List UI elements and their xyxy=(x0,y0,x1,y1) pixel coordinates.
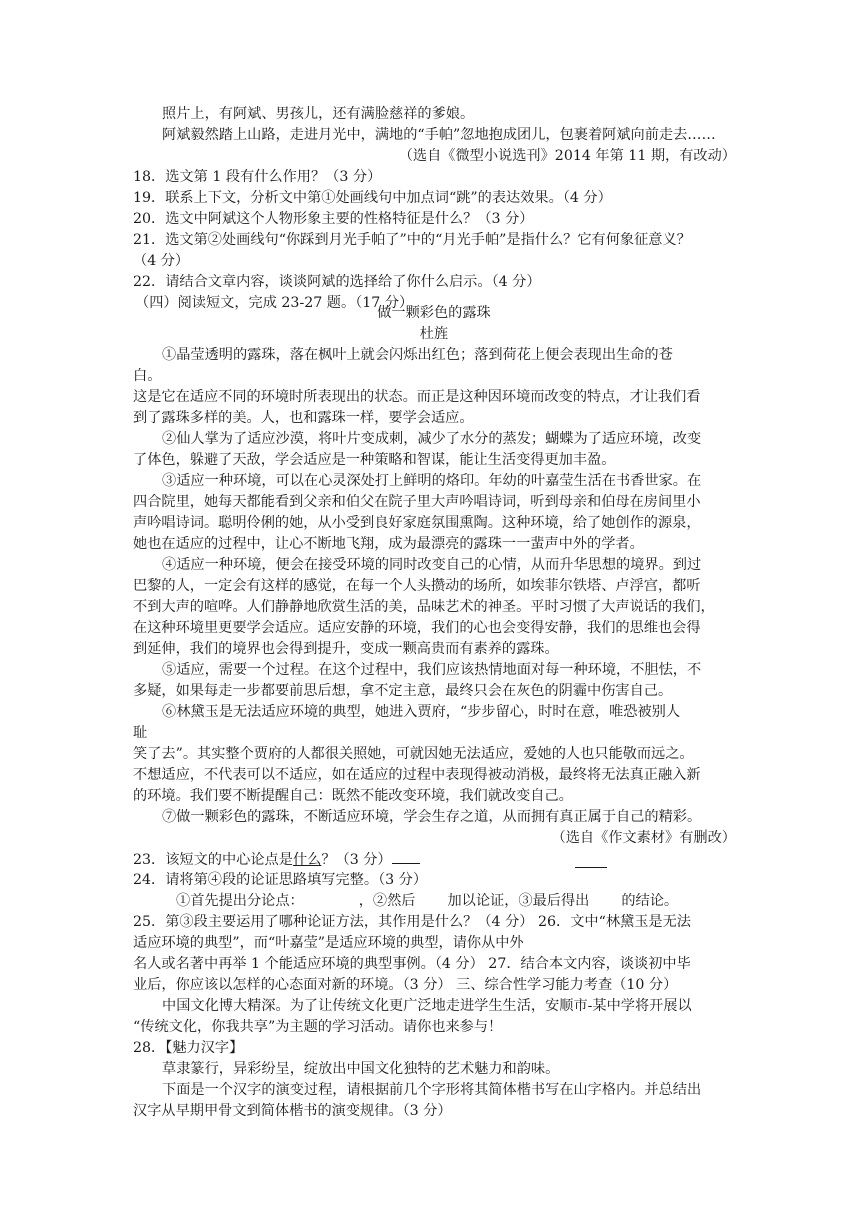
question-19: 19．联系上下文，分析文中第①处画线句中加点词“跳”的表达效果。（4 分） xyxy=(133,190,612,206)
essay-paragraph-line: ②仙人掌为了适应沙漠，将叶片变成刺，减少了水分的蒸发；蝴蝶为了适应环境，改变 xyxy=(162,431,702,447)
essay-paragraph-line: ⑥林黛玉是无法适应环境的典型，她进入贾府，“步步留心，时时在意，唯恐被别人 xyxy=(162,704,681,720)
story-line: 阿斌毅然踏上山路，走进月光中，满地的“手帕”忽地抱成团儿，包裹着阿斌向前走去…… xyxy=(162,127,716,143)
section3-intro: 中国文化博大精深。为了让传统文化更广泛地走进学生生活，安顺市-某中学将开展以 xyxy=(162,998,692,1014)
essay-paragraph-line: ④适应一种环境，便会在接受环境的同时改变自己的心情，从而升华思想的境界。到过 xyxy=(162,557,702,573)
essay-paragraph-line: ①晶莹透明的露珠，落在枫叶上就会闪烁出红色；落到荷花上便会表现出生命的苍 xyxy=(162,347,673,363)
essay-paragraph-line: 白。 xyxy=(133,368,162,384)
question-27-section3: 业后，你应该以怎样的心态面对新的环境。（3 分） 三、综合性学习能力考查（10 分） xyxy=(133,977,678,993)
essay-paragraph-line: 这是它在适应不同的环境时所表现出的状态。而正是这种因环境而改变的特点，才让我们看 xyxy=(133,389,701,405)
essay-paragraph-line: ③适应一种环境，可以在心灵深处打上鲜明的烙印。年幼的叶嘉莹生活在书香世家。在 xyxy=(162,473,702,489)
fill-part: 加以论证，③最后得出 xyxy=(447,893,590,909)
question-28-text: 草隶篆行，异彩纷呈，绽放出中国文化独特的艺术魅力和韵味。 xyxy=(162,1061,560,1077)
essay-paragraph-line: 多疑，如果每走一步都要前思后想，拿不定主意，最终只会在灰色的阴霾中伤害自己。 xyxy=(133,683,673,699)
essay-paragraph-line: 巴黎的人，一定会有这样的感觉，在每一个人头攒动的场所，如埃菲尔铁塔、卢浮宫，都听 xyxy=(133,578,701,594)
essay-paragraph-line: 到了露珠多样的美。人，也和露珠一样，要学会适应。 xyxy=(133,410,474,426)
essay-author: 杜旌 xyxy=(419,326,449,342)
question-23-underlined: 什么 xyxy=(292,852,322,868)
question-28-text: 下面是一个汉字的演变过程，请根据前几个字形将其简体楷书写在山字格内。并总结出 xyxy=(162,1082,702,1098)
essay-paragraph-line: 四合院里，她每天都能看到父亲和伯父在院子里大声吟唱诗词，听到母亲和伯母在房间里小 xyxy=(133,494,701,510)
essay-source: （选自《作文素材》有删改） xyxy=(551,830,736,846)
essay-paragraph-line: 不到大声的喧哗。人们静静地欣赏生活的美，品味艺术的神圣。平时习惯了大声说话的我们， xyxy=(133,599,715,615)
essay-paragraph-line: 到延伸，我们的境界也会得到提升，变成一颗高贵而有素养的露珠。 xyxy=(133,641,559,657)
essay-paragraph-line: 笑了去”。其实整个贾府的人都很关照她，可就因她无法适应，爱她的人也只能敬而远之。 xyxy=(133,746,694,762)
question-28-text: 汉字从早期甲骨文到简体楷书的演变规律。（3 分） xyxy=(133,1103,452,1119)
essay-paragraph-line: 声吟唱诗词。聪明伶俐的她，从小受到良好家庭氛围熏陶。这种环境，给了她创作的源泉， xyxy=(133,515,701,531)
question-23 xyxy=(133,849,420,870)
question-24: 24．请将第④段的论证思路填写完整。（3 分） xyxy=(133,872,428,888)
section-heading: （四）阅读短文，完成 23-27 题。（17 分） xyxy=(135,295,414,311)
section3-intro: “传统文化，你我共享”为主题的学习活动。请你也来参与！ xyxy=(133,1019,503,1035)
story-line: 照片上，有阿斌、男孩儿，还有满脸慈祥的爹娘。 xyxy=(162,106,475,122)
answer-blank[interactable] xyxy=(575,853,607,868)
question-20: 20．选文中阿斌这个人物形象主要的性格特征是什么？（3 分） xyxy=(133,211,534,227)
essay-paragraph-line: 在这种环境里更要学会适应。适应安静的环境，我们的心也会变得安静，我们的思维也会得 xyxy=(133,620,701,636)
question-23-score: ？（3 分） xyxy=(321,852,392,868)
question-18: 18．选文第 1 段有什么作用？（3 分） xyxy=(133,169,382,185)
essay-paragraph-line: 耻 xyxy=(133,725,148,741)
question-23-text: 23．该短文的中心论点是 xyxy=(133,852,293,868)
question-21-score: （4 分） xyxy=(133,253,190,269)
essay-paragraph-line: ⑤适应，需要一个过程。在这个过程中，我们应该热情地面对每一种环境，不胆怯，不 xyxy=(162,662,702,678)
fill-part: 的结论。 xyxy=(621,893,679,909)
question-22: 22．请结合文章内容，谈谈阿斌的选择给了你什么启示。（4 分） xyxy=(133,274,541,290)
essay-paragraph-line: ⑦做一颗彩色的露珠，不断适应环境，学会生存之道，从而拥有真正属于自己的精彩。 xyxy=(162,809,702,825)
essay-paragraph-line: 她也在适应的过程中，让心不断地飞翔，成为最漂亮的露珠一一蜚声中外的学者。 xyxy=(133,536,644,552)
essay-paragraph-line: 了体色，躲避了天敌，学会适应是一种策略和智谋，能让生活变得更加丰盈。 xyxy=(133,452,616,468)
question-25-26: 25．第③段主要运用了哪种论证方法，其作用是什么？（4 分） 26．文中“林黛玉是无法 xyxy=(133,914,691,930)
question-28: 28．【魅力汉字】 xyxy=(133,1040,244,1056)
answer-blank[interactable] xyxy=(392,849,420,864)
essay-paragraph-line: 不想适应，不代表可以不适应，如在适应的过程中表现得被动消极，最终将无法真正融入新 xyxy=(133,767,701,783)
fill-part: ，②然后 xyxy=(358,893,416,909)
fill-part: ①首先提出分论点： xyxy=(176,893,304,909)
essay-title: 做一颗彩色的露珠 xyxy=(377,305,491,321)
question-24-fill xyxy=(176,891,678,911)
question-26-27: 名人或名著中再举 1 个能适应环境的典型事例。（4 分） 27．结合本文内容，谈谈初中毕 xyxy=(133,956,691,972)
essay-paragraph-line: 的环境。我们要不断提醒自己：既然不能改变环境，我们就改变自己。 xyxy=(133,788,573,804)
story-source: （选自《微型小说选刊》2014 年第 11 期，有改动） xyxy=(398,148,736,164)
question-21: 21．选文第②处画线句“你踩到月光手帕了”中的“月光手帕”是指什么？它有何象征意义？ xyxy=(133,232,691,248)
question-26-cont: 适应环境的典型”，而“叶嘉莹”是适应环境的典型，请你从中外 xyxy=(133,935,524,951)
